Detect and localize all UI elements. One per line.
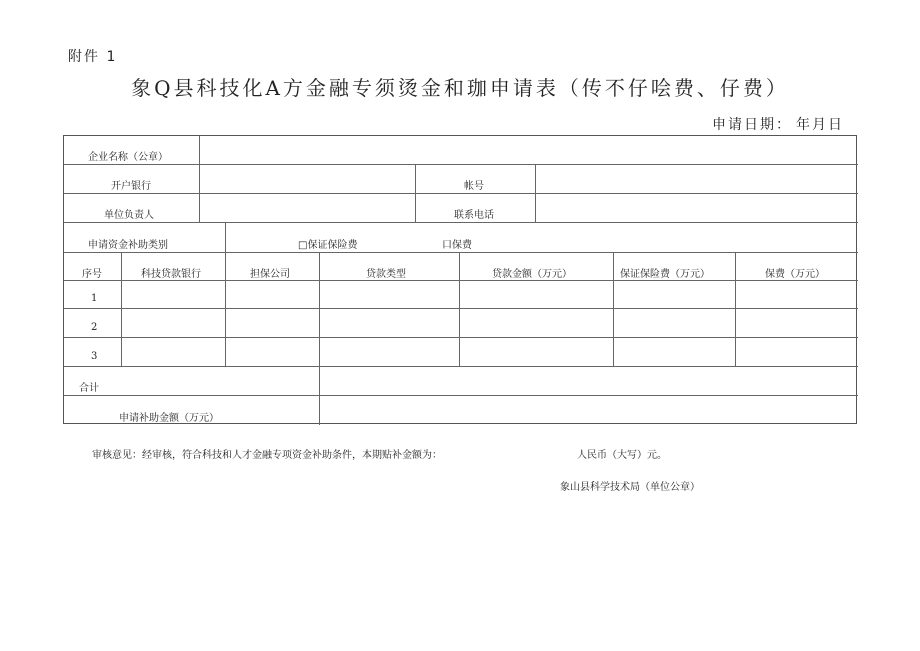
phone-field[interactable] (536, 194, 857, 222)
subsidy-amount-field[interactable] (320, 396, 857, 424)
col-header-guarantor: 担保公司 (250, 269, 290, 280)
account-field[interactable] (536, 165, 857, 193)
subsidy-amount-label: 申请补助金额（万元） (119, 413, 219, 424)
issuing-bureau: 象山县科学技术局（单位公章） (560, 482, 700, 493)
row-index-1: 1 (91, 293, 98, 304)
date-value: 年月日 (796, 117, 844, 133)
col-header-loan-type: 贷款类型 (366, 269, 406, 280)
bank-field[interactable] (200, 165, 414, 193)
application-date (712, 114, 848, 134)
guarantee-fee-checkbox[interactable]: □保证保险费 (298, 240, 358, 251)
bank-label: 开户银行 (111, 181, 151, 192)
person-in-charge-label: 单位负责人 (104, 210, 154, 221)
col-header-loan-amount: 贷款金额（万元） (492, 269, 572, 280)
account-label: 帐号 (464, 181, 484, 192)
page-title: 象Q县科技化A方金融专须烫金和珈申请表（传不仔哙费、仔费） (131, 76, 789, 100)
company-name-field[interactable] (200, 136, 857, 164)
col-header-index: 序号 (82, 269, 102, 280)
attachment-label: 附件 1 (68, 49, 118, 65)
col-header-guarantee-fee: 保证保险费（万元） (620, 269, 710, 280)
insurance-fee-checkbox[interactable]: 口保费 (442, 240, 472, 251)
total-label: 合计 (79, 383, 99, 394)
col-header-bank: 科技贷款银行 (141, 269, 201, 280)
person-in-charge-field[interactable] (200, 194, 414, 222)
col-header-insurance-fee: 保费（万元） (765, 269, 825, 280)
date-label: 申请日期： (712, 117, 792, 133)
company-name-label: 企业名称（公章） (88, 152, 168, 163)
category-label: 申请资金补助类别 (88, 240, 168, 251)
row-index-3: 3 (91, 351, 98, 362)
phone-label: 联系电话 (454, 210, 494, 221)
row-index-2: 2 (91, 322, 98, 333)
application-form-table (63, 135, 857, 424)
rmb-amount: 人民币（大写）元。 (577, 450, 667, 461)
review-opinion: 审核意见：经审核，符合科技和人才金融专项资金补助条件，本期贴补金额为： (92, 450, 442, 461)
